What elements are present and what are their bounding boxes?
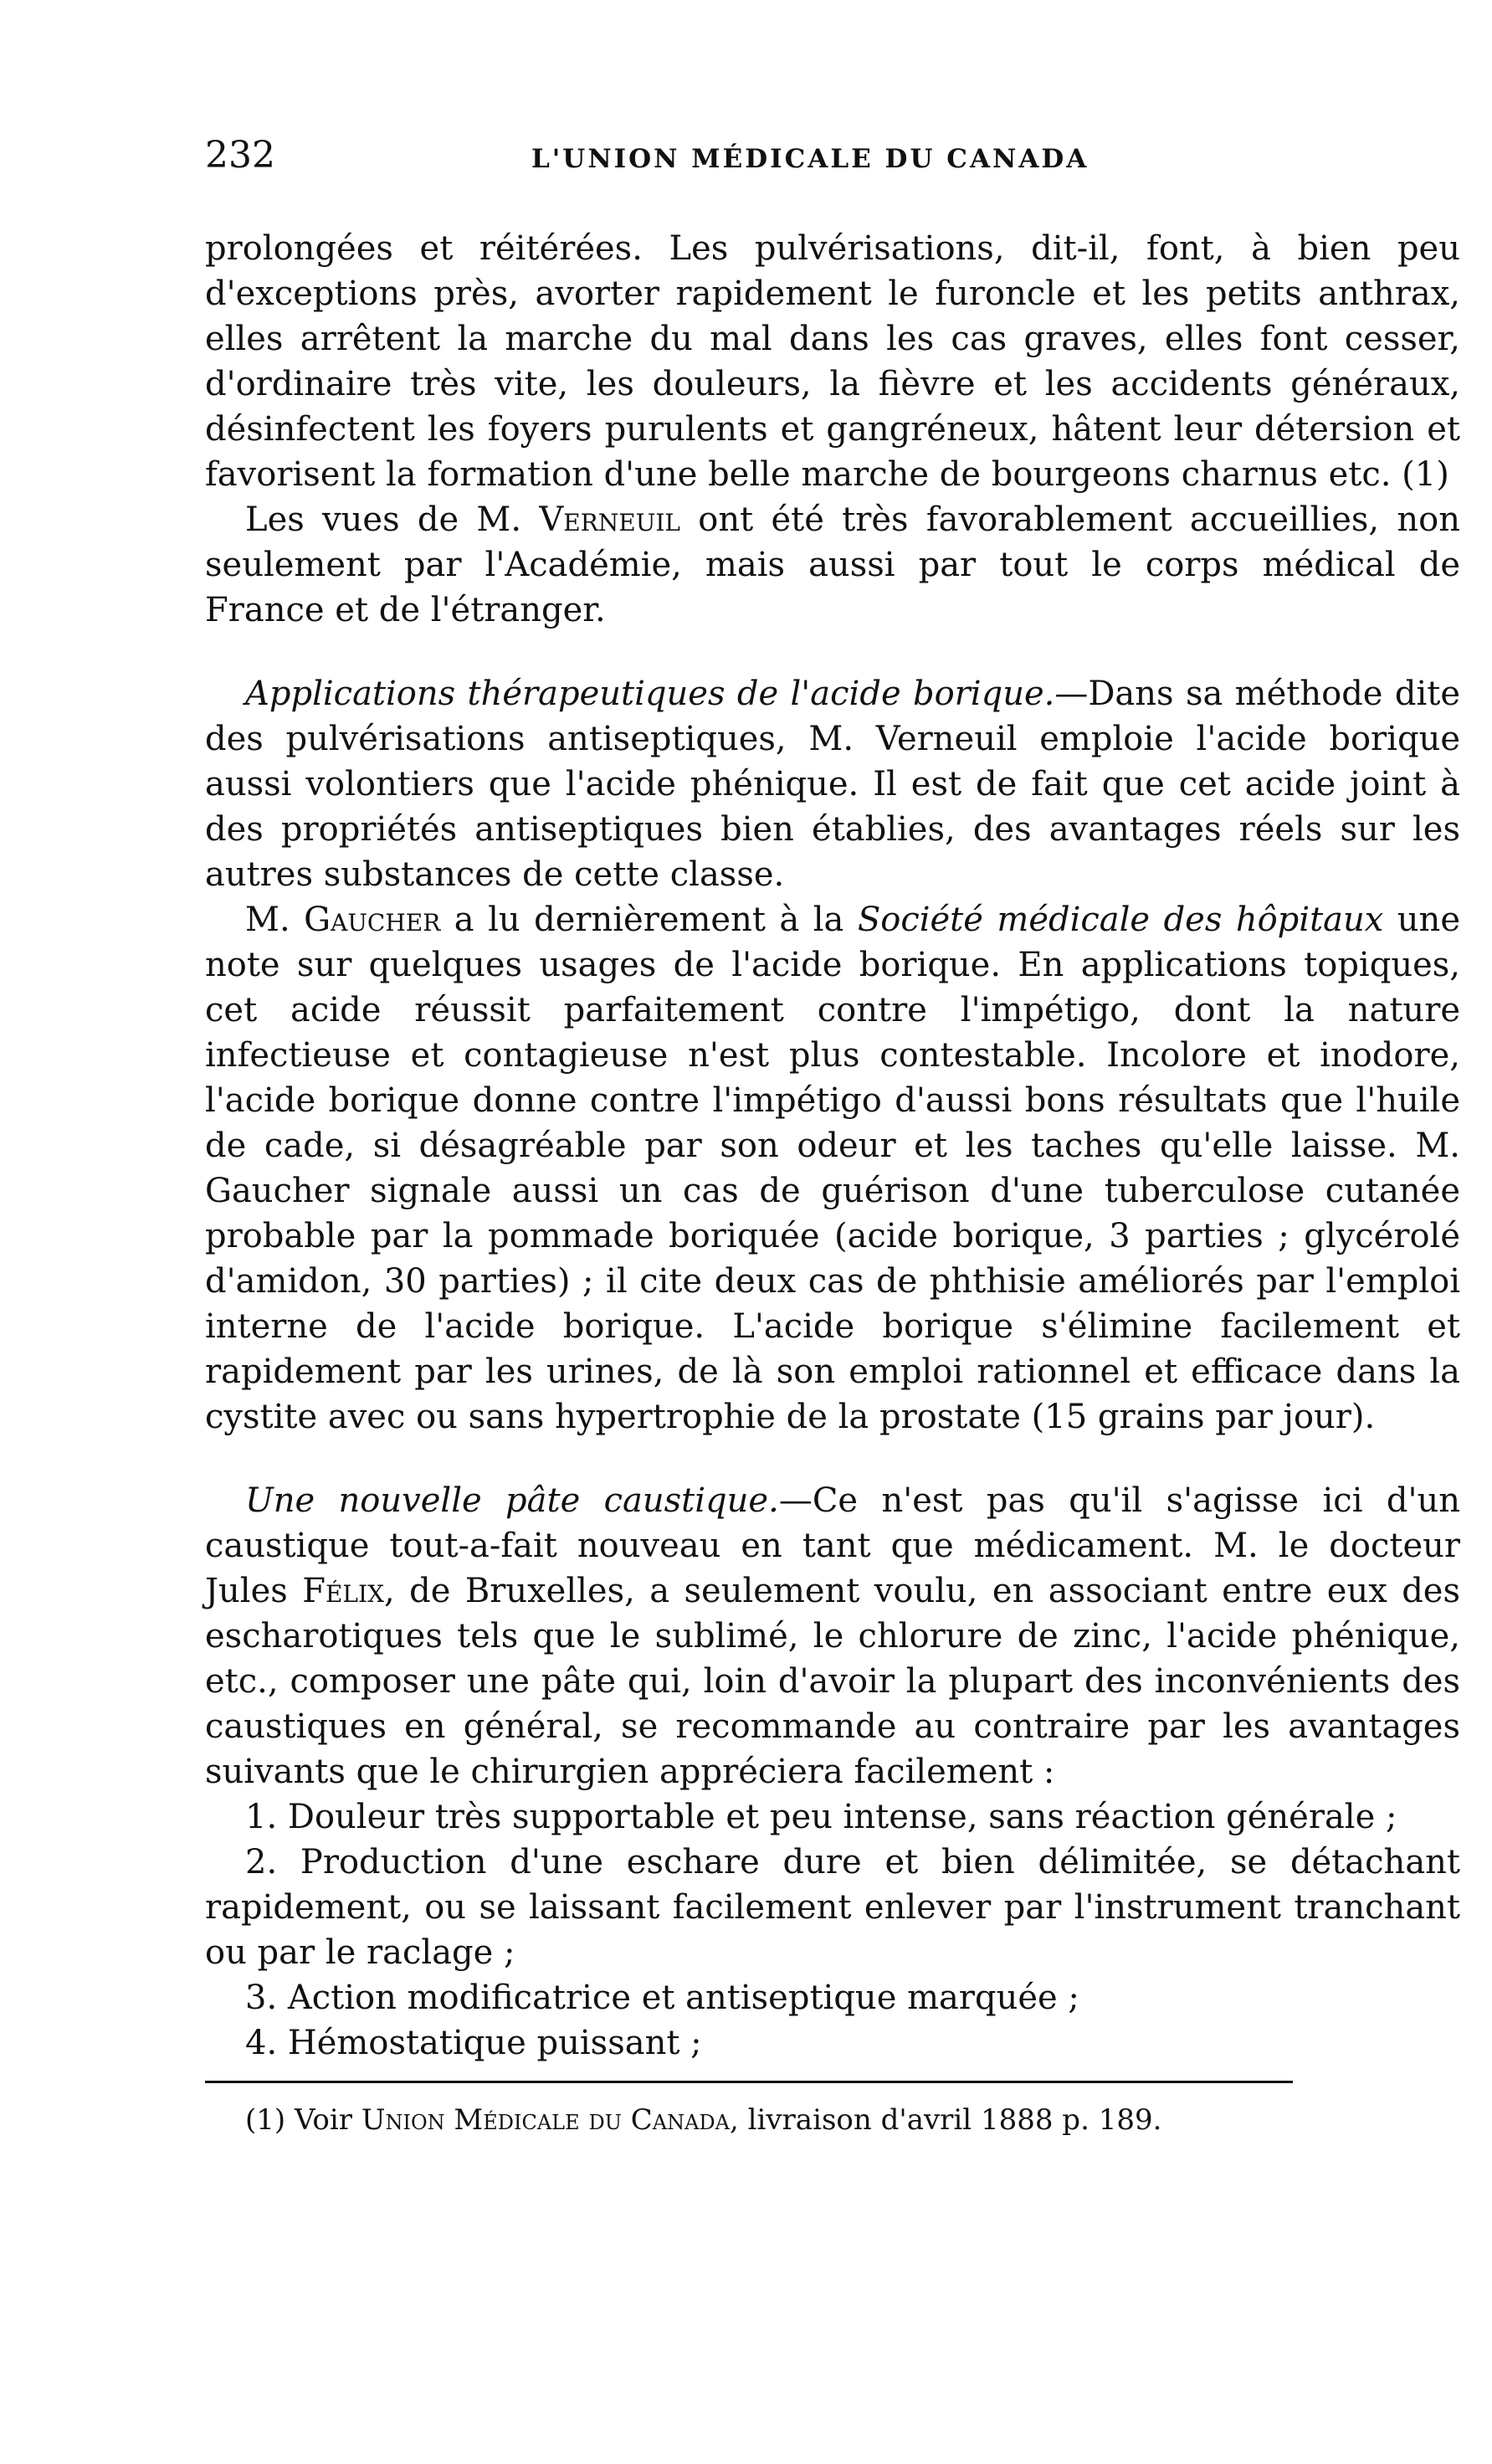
list-item: 1. Douleur très supportable et peu intense, sans réaction générale ; [245,1798,1397,1836]
page-number: 232 [205,134,275,177]
p3-body: —Dans sa méthode dite des pulvérisations antiseptiques, M. Verneuil emploie l'acide borique aussi volontiers que l'acide phénique. Il est de fait que cet acide joint à des propriétés antiseptiques bien établies, des avantages réels sur les autres substances de cette classe. [205,675,1460,894]
paragraph-4 [205,897,1460,1440]
section-gap [205,1440,1460,1478]
footnote [205,2100,1460,2140]
footnote-rest: , livraison d'avril 1888 p. 189. [729,2103,1162,2137]
society-name: Société médicale des hôpitaux [857,901,1384,939]
section-title-acide-borique: Applications thérapeutiques de l'acide borique. [245,675,1055,713]
list-item: 4. Hémostatique puissant ; [245,2024,702,2062]
section-gap [205,633,1460,671]
paragraph-5 [205,1478,1460,1794]
running-head [205,134,1460,192]
p2-text-a: Les vues de M. [245,501,522,539]
list-item: 2. Production d'une eschare dure et bien délimitée, se détachant rapidement, ou se laissant facilement enlever par l'instrument tranchant ou par le raclage ; [205,1843,1460,1972]
author-name-verneuil: Verneuil [539,501,680,539]
footnote-marker: (1) Voir [245,2103,352,2137]
paragraph-3 [205,671,1460,897]
p5-text-a: —Ce n'est pas qu'il s'agisse ici d'un caustique tout-a-fait nouveau en tant que médicament. M. le docteur Jules [205,1481,1461,1610]
p5-text-b: , de Bruxelles, a seulement voulu, en associant entre eux des escharotiques tels que le sublimé, le chlorure de zinc, l'acide phénique, etc., composer une pâte qui, loin d'avoir la plupart des inconvénients des caustiques en général, se recommande au contraire par les avantages suivants que le chirurgien appréciera facilement : [205,1572,1460,1791]
list-item: 3. Action modificatrice et antiseptique marquée ; [245,1979,1079,2017]
journal-title: L'UNION MÉDICALE DU CANADA [531,144,1090,174]
p4-text-c: une note sur quelques usages de l'acide borique. En applications topiques, cet acide réussit parfaitement contre l'impétigo, dont la nature infectieuse et contagieuse n'est plus contestable. Incolore et inodore, l'acide borique donne contre l'impétigo d'aussi bons résultats que l'huile de cade, si désagréable par son odeur et les taches qu'elle laisse. M. Gaucher signale aussi un cas de guérison d'une tuberculose cutanée probable par la pommade boriquée (acide borique, 3 parties ; glycérolé d'amidon, 30 parties) ; il cite deux cas de phthisie améliorés par l'emploi interne de l'acide borique. L'acide borique s'élimine facilement et rapidement par les urines, de là son emploi rationnel et efficace dans la cystite avec ou sans hypertrophie de la prostate (15 grains par jour). [205,901,1460,1436]
section-title-pate-caustique: Une nouvelle pâte caustique. [245,1481,779,1520]
footnote-rule [205,2081,1293,2083]
author-name-gaucher: Gaucher [304,901,441,939]
paragraph-1: prolongées et réitérées. Les pulvérisations, dit-il, font, à bien peu d'exceptions près, avorter rapidement le furoncle et les petits anthrax, elles arrêtent la marche du mal dans les cas graves, elles font cesser, d'ordinaire très vite, les douleurs, la fièvre et les accidents généraux, désinfectent les foyers purulents et gangréneux, hâtent leur détersion et favorisent la formation d'une belle marche de bourgeons charnus etc. (1) [205,229,1460,494]
p4-text-b: a lu dernièrement à la [454,901,844,939]
paragraph-2 [205,497,1460,633]
p2-text-b: ont été très favorablement accueillies, non seulement par l'Académie, mais aussi par tout le corps médical de France et de l'étranger. [205,501,1460,629]
article-body [205,226,1460,2066]
p4-text-a: M. [245,901,290,939]
footnote-journal: Union Médicale du Canada [361,2103,730,2137]
author-name-felix: Félix [302,1572,384,1610]
page [205,134,1460,2169]
